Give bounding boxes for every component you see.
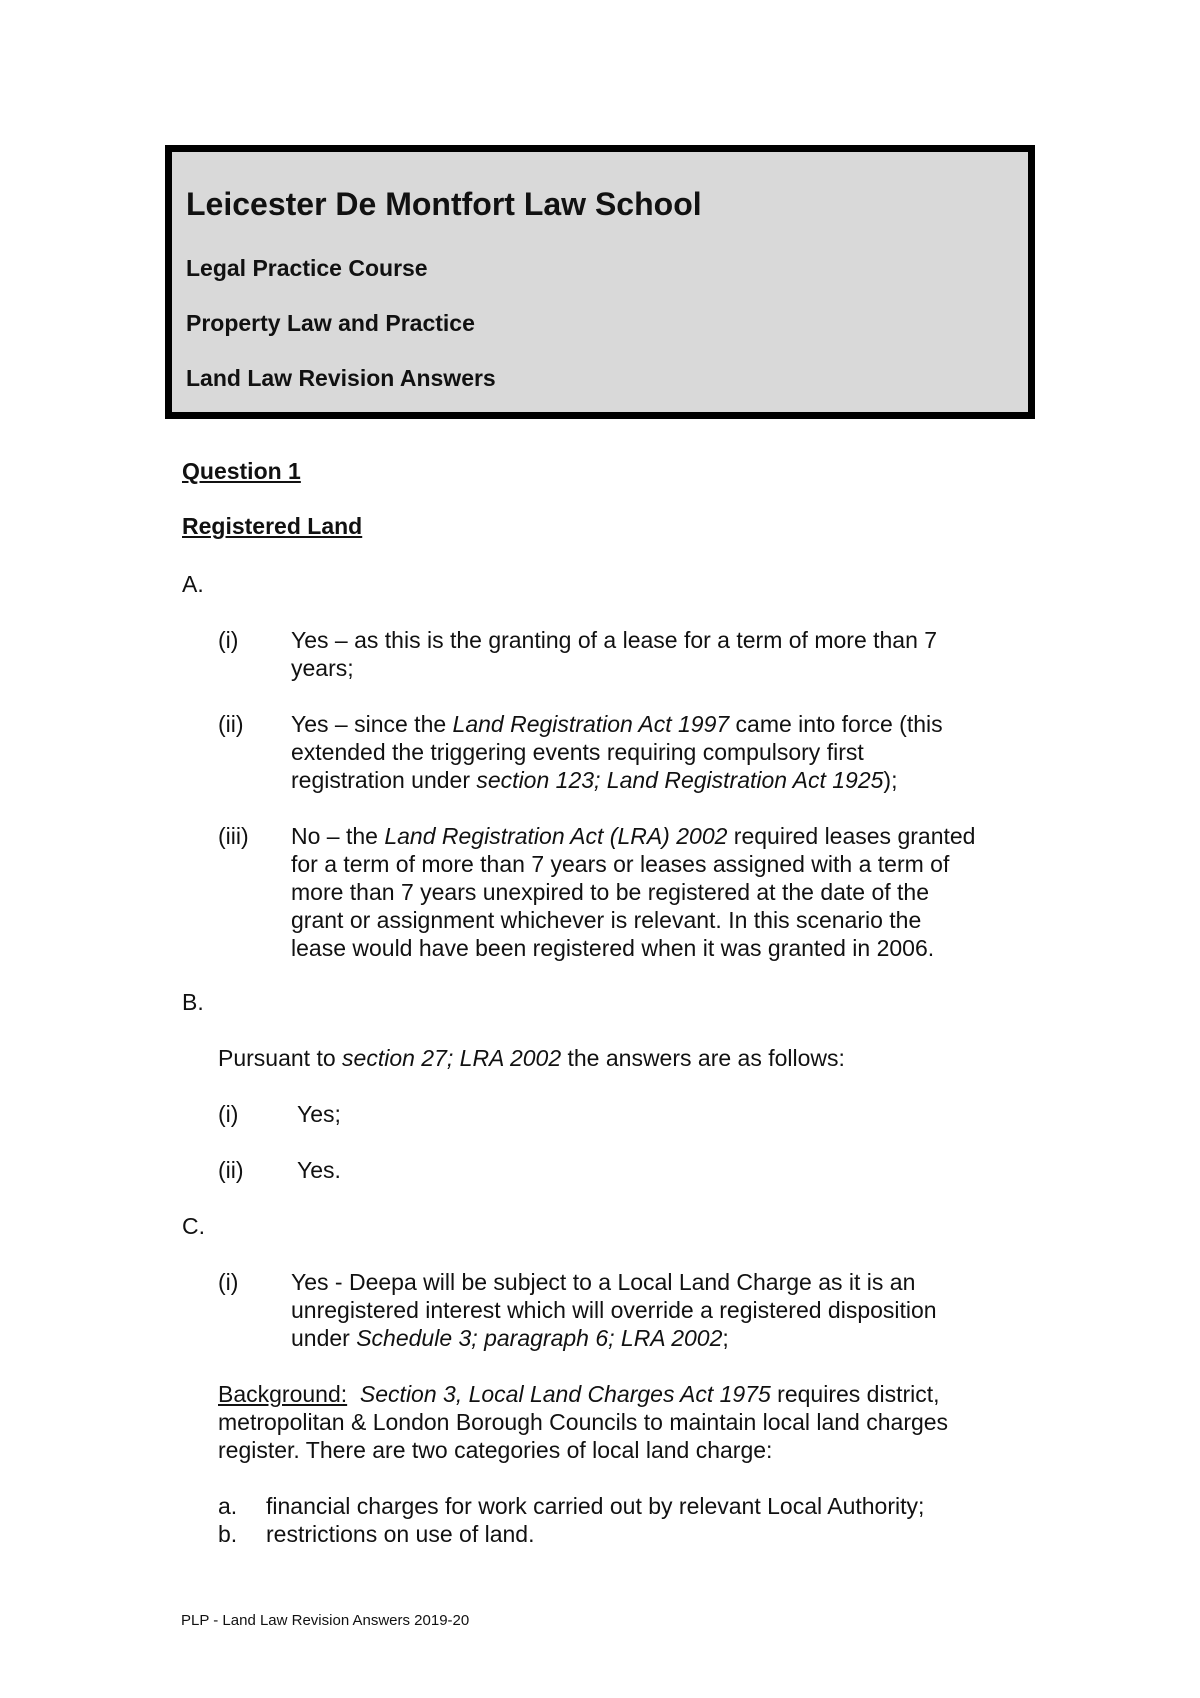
text-run <box>347 1381 360 1407</box>
paragraph-line: years; <box>291 655 354 681</box>
question-heading: Question 1 <box>182 458 301 484</box>
text-run: No – the <box>291 823 385 849</box>
section-subheading: Registered Land <box>182 513 363 539</box>
statute-citation: Schedule 3; paragraph 6; LRA 2002 <box>356 1325 723 1351</box>
paragraph-line: lease would have been registered when it was granted in 2006. <box>291 935 935 961</box>
item-number: (ii) <box>218 1157 244 1183</box>
paragraph-line <box>291 710 943 738</box>
item-number: (i) <box>218 1101 239 1127</box>
text-run: Yes – since the <box>291 711 453 737</box>
paragraph-line: Yes – as this is the granting of a lease for a term of more than 7 <box>291 627 938 653</box>
paragraph-line: for a term of more than 7 years or leases assigned with a term of <box>291 851 950 877</box>
paragraph-line <box>291 822 975 850</box>
text-run: ; <box>722 1325 729 1351</box>
text-run: registration under <box>291 767 477 793</box>
paragraph-line: extended the triggering events requiring compulsory first <box>291 739 864 765</box>
list-marker: a. <box>218 1493 238 1519</box>
text-run: came into force (this <box>729 711 943 737</box>
module-name: Property Law and Practice <box>186 310 475 336</box>
paragraph-line <box>291 1324 729 1352</box>
paragraph-line <box>218 1380 940 1408</box>
paragraph-line <box>291 766 897 794</box>
list-item: restrictions on use of land. <box>266 1521 535 1547</box>
item-number: (iii) <box>218 823 249 849</box>
statute-citation: Section 3, Local Land Charges Act 1975 <box>359 1381 771 1407</box>
text-run: the answers are as follows: <box>561 1045 845 1071</box>
document-title: Land Law Revision Answers <box>186 365 496 391</box>
item-number: (ii) <box>218 711 244 737</box>
paragraph-line: grant or assignment whichever is relevant. In this scenario the <box>291 907 922 933</box>
paragraph-line: register. There are two categories of local land charge: <box>218 1437 773 1463</box>
page-footer: PLP - Land Law Revision Answers 2019-20 <box>181 1612 470 1629</box>
statute-citation: Land Registration Act 1997 <box>452 711 730 737</box>
background-label: Background: <box>218 1381 348 1407</box>
school-title: Leicester De Montfort Law School <box>186 186 702 222</box>
paragraph-line <box>218 1044 845 1072</box>
statute-citation: section 123; Land Registration Act 1925 <box>476 767 884 793</box>
list-item: financial charges for work carried out by relevant Local Authority; <box>266 1493 925 1519</box>
text-run: Pursuant to <box>218 1045 343 1071</box>
section-b-label: B. <box>182 989 204 1015</box>
course-name: Legal Practice Course <box>186 255 428 281</box>
paragraph-line: metropolitan & London Borough Councils to maintain local land charges <box>218 1409 949 1435</box>
text-run: requires district, <box>770 1381 940 1407</box>
answer-text: Yes. <box>297 1157 341 1183</box>
statute-citation: section 27; LRA 2002 <box>342 1045 562 1071</box>
section-c-label: C. <box>182 1213 205 1239</box>
text-run: ); <box>883 767 898 793</box>
statute-citation: Land Registration Act (LRA) 2002 <box>384 823 728 849</box>
paragraph-line: more than 7 years unexpired to be registered at the date of the <box>291 879 930 905</box>
text-run: under <box>291 1325 357 1351</box>
section-a-label: A. <box>182 571 204 597</box>
title-box <box>165 145 1035 419</box>
item-number: (i) <box>218 1269 239 1295</box>
paragraph-line: unregistered interest which will override a registered disposition <box>291 1297 937 1323</box>
item-number: (i) <box>218 627 239 653</box>
answer-text: Yes; <box>297 1101 341 1127</box>
paragraph-line: Yes - Deepa will be subject to a Local Land Charge as it is an <box>291 1269 916 1295</box>
text-run: required leases granted <box>727 823 976 849</box>
list-marker: b. <box>218 1521 238 1547</box>
